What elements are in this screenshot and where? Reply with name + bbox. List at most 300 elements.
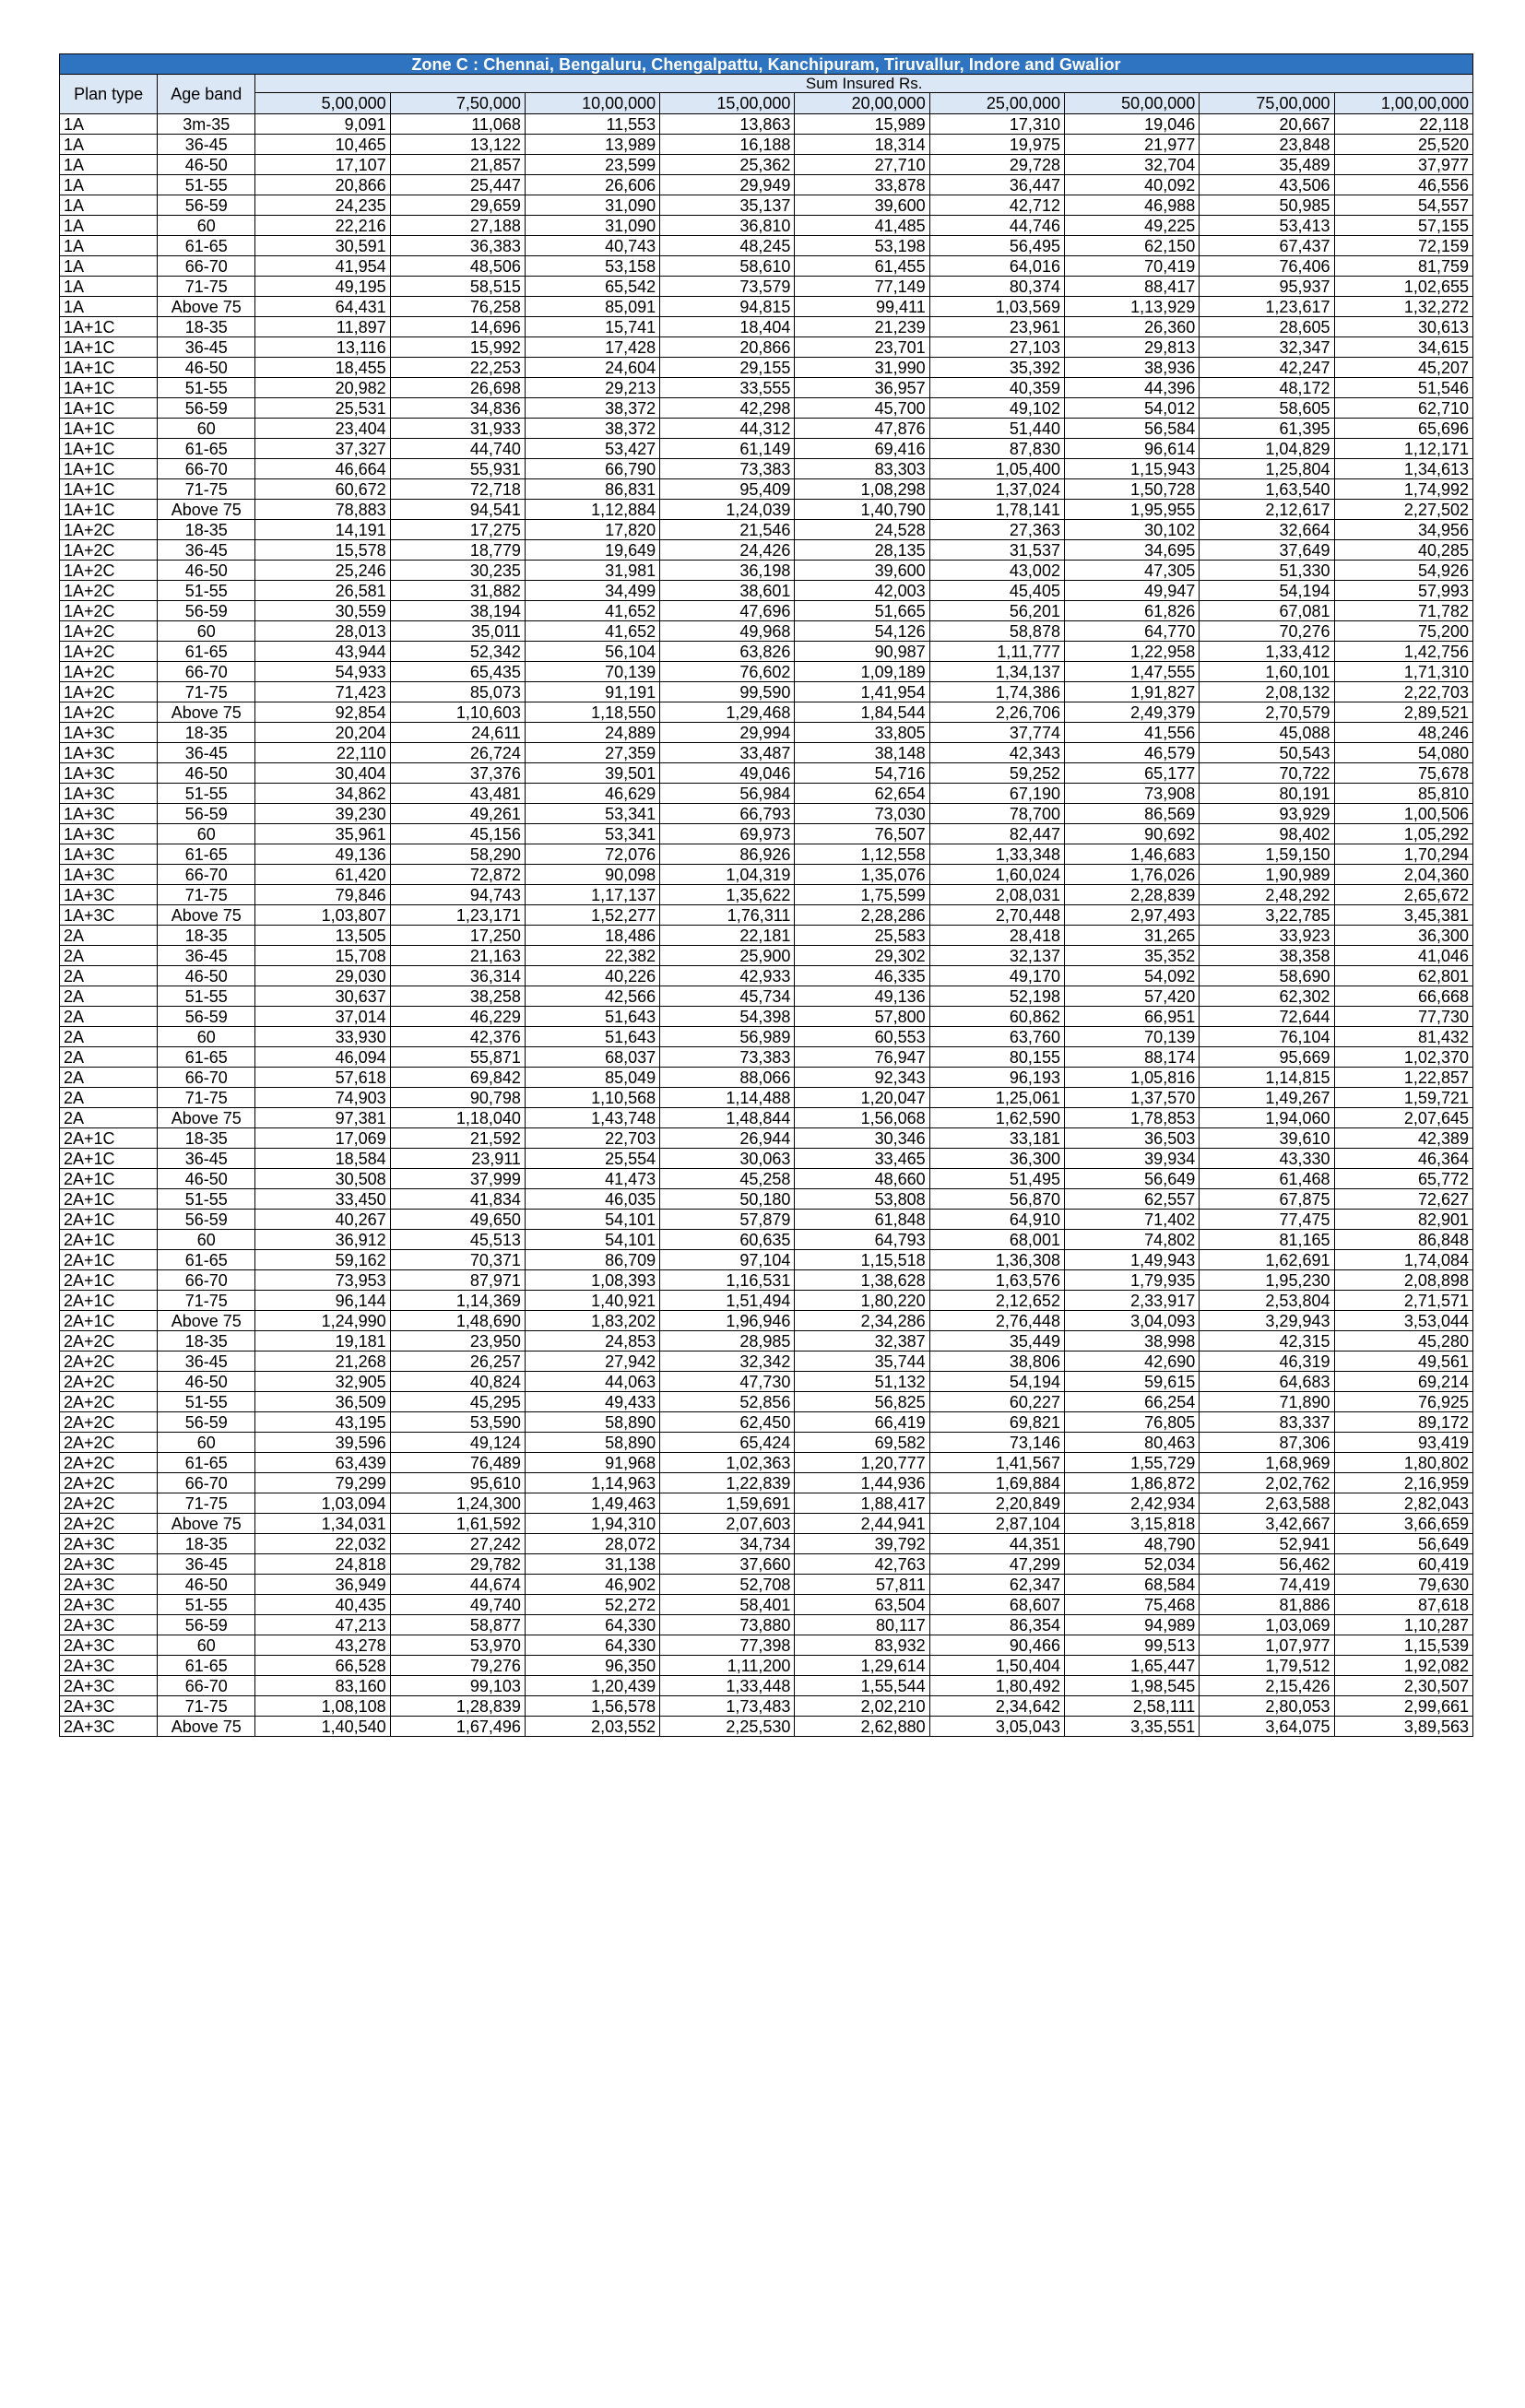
plan-type-cell: 1A+3C <box>60 844 158 865</box>
sum-insured-header: Sum Insured Rs. <box>255 75 1473 93</box>
premium-cell: 21,857 <box>390 155 525 175</box>
premium-cell: 14,191 <box>255 520 390 540</box>
premium-cell: 96,193 <box>929 1068 1064 1088</box>
age-band-cell: 36-45 <box>158 946 255 966</box>
premium-cell: 20,866 <box>255 175 390 195</box>
premium-cell: 30,102 <box>1064 520 1199 540</box>
premium-cell: 25,531 <box>255 398 390 419</box>
premium-cell: 21,977 <box>1064 135 1199 155</box>
premium-cell: 1,33,412 <box>1200 642 1334 662</box>
age-band-cell: 71-75 <box>158 885 255 905</box>
premium-cell: 25,554 <box>525 1149 659 1169</box>
premium-cell: 67,081 <box>1200 601 1334 621</box>
plan-type-cell: 2A+1C <box>60 1291 158 1311</box>
premium-cell: 1,60,024 <box>929 865 1064 885</box>
premium-cell: 79,846 <box>255 885 390 905</box>
premium-cell: 2,80,053 <box>1200 1696 1334 1717</box>
premium-cell: 13,505 <box>255 926 390 946</box>
premium-cell: 61,149 <box>660 439 795 459</box>
plan-type-cell: 2A+2C <box>60 1331 158 1352</box>
premium-cell: 45,734 <box>660 986 795 1007</box>
premium-cell: 2,63,588 <box>1200 1493 1334 1514</box>
premium-cell: 37,649 <box>1200 540 1334 561</box>
premium-cell: 1,55,544 <box>795 1676 929 1696</box>
premium-cell: 32,664 <box>1200 520 1334 540</box>
premium-cell: 1,12,884 <box>525 500 659 520</box>
premium-cell: 1,56,578 <box>525 1696 659 1717</box>
premium-cell: 72,718 <box>390 479 525 500</box>
table-row <box>60 1717 1473 1737</box>
premium-cell: 2,28,286 <box>795 905 929 926</box>
premium-cell: 47,730 <box>660 1372 795 1392</box>
premium-cell: 58,890 <box>525 1412 659 1433</box>
premium-cell: 1,59,721 <box>1334 1088 1473 1108</box>
premium-cell: 1,79,512 <box>1200 1656 1334 1676</box>
premium-cell: 2,04,360 <box>1334 865 1473 885</box>
plan-type-cell: 2A+2C <box>60 1493 158 1514</box>
premium-cell: 42,298 <box>660 398 795 419</box>
premium-cell: 65,696 <box>1334 419 1473 439</box>
premium-cell: 15,578 <box>255 540 390 561</box>
premium-cell: 34,734 <box>660 1534 795 1554</box>
premium-cell: 37,327 <box>255 439 390 459</box>
table-row <box>60 1311 1473 1331</box>
premium-cell: 31,537 <box>929 540 1064 561</box>
table-row <box>60 1412 1473 1433</box>
plan-type-cell: 1A+2C <box>60 601 158 621</box>
premium-cell: 43,944 <box>255 642 390 662</box>
premium-cell: 1,14,963 <box>525 1473 659 1493</box>
plan-type-cell: 1A <box>60 216 158 236</box>
premium-cell: 76,602 <box>660 662 795 682</box>
premium-cell: 23,701 <box>795 337 929 358</box>
premium-cell: 62,347 <box>929 1575 1064 1595</box>
table-row <box>60 155 1473 175</box>
premium-cell: 36,447 <box>929 175 1064 195</box>
premium-cell: 42,247 <box>1200 358 1334 378</box>
age-band-cell: 36-45 <box>158 540 255 561</box>
age-band-cell: 60 <box>158 216 255 236</box>
premium-cell: 57,420 <box>1064 986 1199 1007</box>
plan-type-cell: 1A+3C <box>60 885 158 905</box>
age-band-cell: 61-65 <box>158 1453 255 1473</box>
premium-cell: 83,303 <box>795 459 929 479</box>
premium-cell: 33,930 <box>255 1027 390 1047</box>
premium-cell: 49,561 <box>1334 1352 1473 1372</box>
table-row <box>60 1514 1473 1534</box>
table-row <box>60 500 1473 520</box>
premium-cell: 53,808 <box>795 1189 929 1210</box>
premium-cell: 36,957 <box>795 378 929 398</box>
premium-cell: 44,396 <box>1064 378 1199 398</box>
premium-cell: 39,610 <box>1200 1128 1334 1149</box>
premium-cell: 96,144 <box>255 1291 390 1311</box>
premium-cell: 41,473 <box>525 1169 659 1189</box>
table-row <box>60 1493 1473 1514</box>
premium-cell: 2,27,502 <box>1334 500 1473 520</box>
plan-type-cell: 2A <box>60 926 158 946</box>
premium-cell: 49,433 <box>525 1392 659 1412</box>
premium-cell: 53,158 <box>525 256 659 277</box>
premium-cell: 88,174 <box>1064 1047 1199 1068</box>
premium-cell: 52,198 <box>929 986 1064 1007</box>
premium-cell: 60,635 <box>660 1230 795 1250</box>
premium-cell: 1,69,884 <box>929 1473 1064 1493</box>
premium-cell: 31,882 <box>390 581 525 601</box>
premium-cell: 26,944 <box>660 1128 795 1149</box>
premium-cell: 1,62,691 <box>1200 1250 1334 1270</box>
premium-cell: 70,139 <box>1064 1027 1199 1047</box>
premium-cell: 15,992 <box>390 337 525 358</box>
premium-cell: 33,923 <box>1200 926 1334 946</box>
premium-cell: 28,013 <box>255 621 390 642</box>
premium-cell: 70,419 <box>1064 256 1199 277</box>
premium-cell: 18,455 <box>255 358 390 378</box>
premium-cell: 29,302 <box>795 946 929 966</box>
premium-cell: 51,440 <box>929 419 1064 439</box>
premium-cell: 1,29,468 <box>660 702 795 723</box>
premium-cell: 41,834 <box>390 1189 525 1210</box>
premium-cell: 54,194 <box>929 1372 1064 1392</box>
premium-cell: 56,104 <box>525 642 659 662</box>
premium-cell: 3,53,044 <box>1334 1311 1473 1331</box>
sum-insured-column-header: 10,00,000 <box>525 93 659 114</box>
premium-cell: 51,132 <box>795 1372 929 1392</box>
plan-type-cell: 1A+1C <box>60 398 158 419</box>
premium-cell: 90,466 <box>929 1635 1064 1656</box>
premium-cell: 81,165 <box>1200 1230 1334 1250</box>
premium-cell: 1,92,082 <box>1334 1656 1473 1676</box>
age-band-cell: 18-35 <box>158 1128 255 1149</box>
premium-cell: 61,826 <box>1064 601 1199 621</box>
premium-rate-table <box>59 53 1473 1737</box>
premium-cell: 27,942 <box>525 1352 659 1372</box>
premium-cell: 49,046 <box>660 763 795 784</box>
premium-cell: 70,371 <box>390 1250 525 1270</box>
table-row <box>60 1027 1473 1047</box>
sum-insured-column-header: 75,00,000 <box>1200 93 1334 114</box>
premium-cell: 39,600 <box>795 195 929 216</box>
premium-cell: 58,605 <box>1200 398 1334 419</box>
premium-cell: 9,091 <box>255 114 390 135</box>
premium-cell: 34,695 <box>1064 540 1199 561</box>
premium-cell: 27,188 <box>390 216 525 236</box>
premium-cell: 32,387 <box>795 1331 929 1352</box>
premium-cell: 94,989 <box>1064 1615 1199 1635</box>
premium-cell: 49,968 <box>660 621 795 642</box>
premium-cell: 60,862 <box>929 1007 1064 1027</box>
age-band-cell: 46-50 <box>158 763 255 784</box>
premium-cell: 2,99,661 <box>1334 1696 1473 1717</box>
age-band-cell: 71-75 <box>158 479 255 500</box>
table-row <box>60 1047 1473 1068</box>
premium-cell: 24,426 <box>660 540 795 561</box>
premium-cell: 19,181 <box>255 1331 390 1352</box>
table-row <box>60 1473 1473 1493</box>
plan-type-cell: 1A+1C <box>60 317 158 337</box>
age-band-cell: 56-59 <box>158 1615 255 1635</box>
premium-cell: 1,60,101 <box>1200 662 1334 682</box>
premium-cell: 1,44,936 <box>795 1473 929 1493</box>
premium-cell: 1,35,076 <box>795 865 929 885</box>
premium-cell: 47,876 <box>795 419 929 439</box>
plan-type-cell: 2A+2C <box>60 1352 158 1372</box>
plan-type-cell: 2A <box>60 1068 158 1088</box>
premium-cell: 37,774 <box>929 723 1064 743</box>
table-row <box>60 317 1473 337</box>
premium-cell: 33,805 <box>795 723 929 743</box>
premium-cell: 18,584 <box>255 1149 390 1169</box>
plan-type-cell: 2A <box>60 1088 158 1108</box>
premium-cell: 1,51,494 <box>660 1291 795 1311</box>
premium-cell: 18,486 <box>525 926 659 946</box>
premium-cell: 30,346 <box>795 1128 929 1149</box>
premium-cell: 1,59,691 <box>660 1493 795 1514</box>
premium-cell: 51,495 <box>929 1169 1064 1189</box>
plan-type-cell: 2A+1C <box>60 1311 158 1331</box>
premium-cell: 85,049 <box>525 1068 659 1088</box>
premium-cell: 13,989 <box>525 135 659 155</box>
plan-type-cell: 1A+3C <box>60 865 158 885</box>
premium-cell: 96,614 <box>1064 439 1199 459</box>
premium-cell: 58,878 <box>929 621 1064 642</box>
table-row <box>60 1068 1473 1088</box>
premium-cell: 69,416 <box>795 439 929 459</box>
table-row <box>60 926 1473 946</box>
table-row <box>60 844 1473 865</box>
premium-cell: 30,235 <box>390 561 525 581</box>
premium-cell: 72,872 <box>390 865 525 885</box>
premium-cell: 79,276 <box>390 1656 525 1676</box>
plan-type-cell: 1A+3C <box>60 763 158 784</box>
plan-type-cell: 1A+2C <box>60 702 158 723</box>
plan-type-cell: 1A+2C <box>60 642 158 662</box>
premium-cell: 75,678 <box>1334 763 1473 784</box>
premium-cell: 2,08,898 <box>1334 1270 1473 1291</box>
plan-type-cell: 1A+2C <box>60 520 158 540</box>
premium-cell: 1,76,311 <box>660 905 795 926</box>
sum-insured-column-header: 1,00,00,000 <box>1334 93 1473 114</box>
premium-cell: 24,853 <box>525 1331 659 1352</box>
premium-cell: 69,842 <box>390 1068 525 1088</box>
premium-cell: 38,936 <box>1064 358 1199 378</box>
plan-type-cell: 2A+2C <box>60 1514 158 1534</box>
premium-cell: 45,513 <box>390 1230 525 1250</box>
age-band-cell: Above 75 <box>158 905 255 926</box>
age-band-cell: 71-75 <box>158 1088 255 1108</box>
premium-cell: 21,268 <box>255 1352 390 1372</box>
premium-cell: 73,880 <box>660 1615 795 1635</box>
premium-cell: 37,977 <box>1334 155 1473 175</box>
premium-cell: 87,830 <box>929 439 1064 459</box>
premium-cell: 2,22,703 <box>1334 682 1473 702</box>
premium-cell: 96,350 <box>525 1656 659 1676</box>
premium-cell: 46,988 <box>1064 195 1199 216</box>
plan-type-cell: 1A+2C <box>60 682 158 702</box>
plan-type-cell: 2A+3C <box>60 1554 158 1575</box>
premium-cell: 3,64,075 <box>1200 1717 1334 1737</box>
premium-cell: 1,59,150 <box>1200 844 1334 865</box>
age-band-cell: 56-59 <box>158 804 255 824</box>
premium-cell: 49,124 <box>390 1433 525 1453</box>
age-band-cell: 56-59 <box>158 398 255 419</box>
premium-cell: 38,372 <box>525 419 659 439</box>
premium-cell: 2,34,286 <box>795 1311 929 1331</box>
premium-cell: 69,214 <box>1334 1372 1473 1392</box>
premium-cell: 63,760 <box>929 1027 1064 1047</box>
premium-cell: 1,34,031 <box>255 1514 390 1534</box>
plan-type-cell: 1A+1C <box>60 378 158 398</box>
premium-cell: 80,155 <box>929 1047 1064 1068</box>
premium-cell: 76,805 <box>1064 1412 1199 1433</box>
premium-cell: 1,04,829 <box>1200 439 1334 459</box>
premium-cell: 26,581 <box>255 581 390 601</box>
premium-cell: 53,198 <box>795 236 929 256</box>
premium-cell: 56,201 <box>929 601 1064 621</box>
premium-cell: 24,889 <box>525 723 659 743</box>
premium-cell: 1,11,777 <box>929 642 1064 662</box>
premium-cell: 74,802 <box>1064 1230 1199 1250</box>
premium-cell: 52,708 <box>660 1575 795 1595</box>
table-row <box>60 601 1473 621</box>
premium-cell: 42,933 <box>660 966 795 986</box>
premium-cell: 66,790 <box>525 459 659 479</box>
premium-cell: 3,05,043 <box>929 1717 1064 1737</box>
premium-cell: 73,579 <box>660 277 795 297</box>
plan-type-cell: 2A <box>60 986 158 1007</box>
table-row <box>60 1210 1473 1230</box>
premium-cell: 81,886 <box>1200 1595 1334 1615</box>
age-band-cell: 36-45 <box>158 1149 255 1169</box>
premium-cell: 1,03,807 <box>255 905 390 926</box>
plan-type-cell: 1A+3C <box>60 784 158 804</box>
premium-cell: 18,314 <box>795 135 929 155</box>
premium-cell: 99,411 <box>795 297 929 317</box>
age-band-cell: 51-55 <box>158 378 255 398</box>
premium-cell: 90,692 <box>1064 824 1199 844</box>
sum-insured-column-header: 15,00,000 <box>660 93 795 114</box>
plan-type-cell: 1A+1C <box>60 479 158 500</box>
premium-cell: 20,204 <box>255 723 390 743</box>
plan-type-cell: 2A <box>60 1007 158 1027</box>
age-band-cell: 18-35 <box>158 1331 255 1352</box>
premium-cell: 85,810 <box>1334 784 1473 804</box>
premium-cell: 1,25,804 <box>1200 459 1334 479</box>
premium-cell: 55,871 <box>390 1047 525 1068</box>
premium-cell: 1,78,141 <box>929 500 1064 520</box>
premium-cell: 62,710 <box>1334 398 1473 419</box>
age-band-cell: 61-65 <box>158 1047 255 1068</box>
premium-cell: 46,664 <box>255 459 390 479</box>
premium-cell: 45,088 <box>1200 723 1334 743</box>
premium-cell: 1,36,308 <box>929 1250 1064 1270</box>
premium-cell: 31,138 <box>525 1554 659 1575</box>
age-band-cell: 60 <box>158 1433 255 1453</box>
age-band-cell: 51-55 <box>158 784 255 804</box>
premium-cell: 40,824 <box>390 1372 525 1392</box>
age-band-cell: 66-70 <box>158 1068 255 1088</box>
age-band-cell: 60 <box>158 419 255 439</box>
plan-type-cell: 2A+1C <box>60 1230 158 1250</box>
premium-cell: 33,878 <box>795 175 929 195</box>
premium-cell: 1,94,060 <box>1200 1108 1334 1128</box>
age-band-cell: 66-70 <box>158 459 255 479</box>
table-row <box>60 256 1473 277</box>
premium-cell: 25,246 <box>255 561 390 581</box>
premium-cell: 56,462 <box>1200 1554 1334 1575</box>
premium-cell: 1,03,094 <box>255 1493 390 1514</box>
age-band-cell: 51-55 <box>158 581 255 601</box>
premium-cell: 40,435 <box>255 1595 390 1615</box>
age-band-cell: 46-50 <box>158 1575 255 1595</box>
premium-cell: 3,04,093 <box>1064 1311 1199 1331</box>
premium-cell: 45,405 <box>929 581 1064 601</box>
premium-cell: 1,25,061 <box>929 1088 1064 1108</box>
premium-cell: 49,947 <box>1064 581 1199 601</box>
age-band-cell: 51-55 <box>158 986 255 1007</box>
age-band-cell: 60 <box>158 824 255 844</box>
premium-cell: 27,710 <box>795 155 929 175</box>
premium-cell: 29,030 <box>255 966 390 986</box>
premium-cell: 64,683 <box>1200 1372 1334 1392</box>
premium-cell: 1,80,802 <box>1334 1453 1473 1473</box>
premium-cell: 31,990 <box>795 358 929 378</box>
premium-cell: 64,770 <box>1064 621 1199 642</box>
premium-cell: 2,49,379 <box>1064 702 1199 723</box>
age-band-cell: 36-45 <box>158 1352 255 1372</box>
plan-type-header: Plan type <box>60 75 158 114</box>
premium-cell: 2,20,849 <box>929 1493 1064 1514</box>
premium-cell: 29,213 <box>525 378 659 398</box>
age-band-cell: Above 75 <box>158 702 255 723</box>
premium-cell: 68,001 <box>929 1230 1064 1250</box>
plan-type-cell: 2A+1C <box>60 1270 158 1291</box>
premium-cell: 1,07,977 <box>1200 1635 1334 1656</box>
premium-cell: 44,312 <box>660 419 795 439</box>
premium-cell: 57,993 <box>1334 581 1473 601</box>
premium-cell: 1,08,393 <box>525 1270 659 1291</box>
premium-cell: 54,012 <box>1064 398 1199 419</box>
premium-cell: 23,848 <box>1200 135 1334 155</box>
premium-cell: 68,037 <box>525 1047 659 1068</box>
premium-cell: 43,195 <box>255 1412 390 1433</box>
premium-cell: 15,989 <box>795 114 929 135</box>
premium-cell: 97,381 <box>255 1108 390 1128</box>
premium-cell: 32,704 <box>1064 155 1199 175</box>
premium-cell: 1,20,439 <box>525 1676 659 1696</box>
sum-insured-column-header: 5,00,000 <box>255 93 390 114</box>
plan-type-cell: 1A+2C <box>60 662 158 682</box>
premium-cell: 55,931 <box>390 459 525 479</box>
premium-cell: 44,351 <box>929 1534 1064 1554</box>
sum-insured-column-header: 50,00,000 <box>1064 93 1199 114</box>
premium-cell: 26,724 <box>390 743 525 763</box>
premium-cell: 1,55,729 <box>1064 1453 1199 1473</box>
table-row <box>60 1656 1473 1676</box>
plan-type-cell: 1A+1C <box>60 419 158 439</box>
premium-cell: 35,137 <box>660 195 795 216</box>
premium-cell: 2,58,111 <box>1064 1696 1199 1717</box>
premium-cell: 95,409 <box>660 479 795 500</box>
premium-cell: 56,649 <box>1064 1169 1199 1189</box>
premium-cell: 1,94,310 <box>525 1514 659 1534</box>
premium-cell: 57,811 <box>795 1575 929 1595</box>
premium-cell: 1,34,137 <box>929 662 1064 682</box>
premium-cell: 2,26,706 <box>929 702 1064 723</box>
premium-cell: 72,644 <box>1200 1007 1334 1027</box>
premium-cell: 17,428 <box>525 337 659 358</box>
premium-cell: 48,245 <box>660 236 795 256</box>
